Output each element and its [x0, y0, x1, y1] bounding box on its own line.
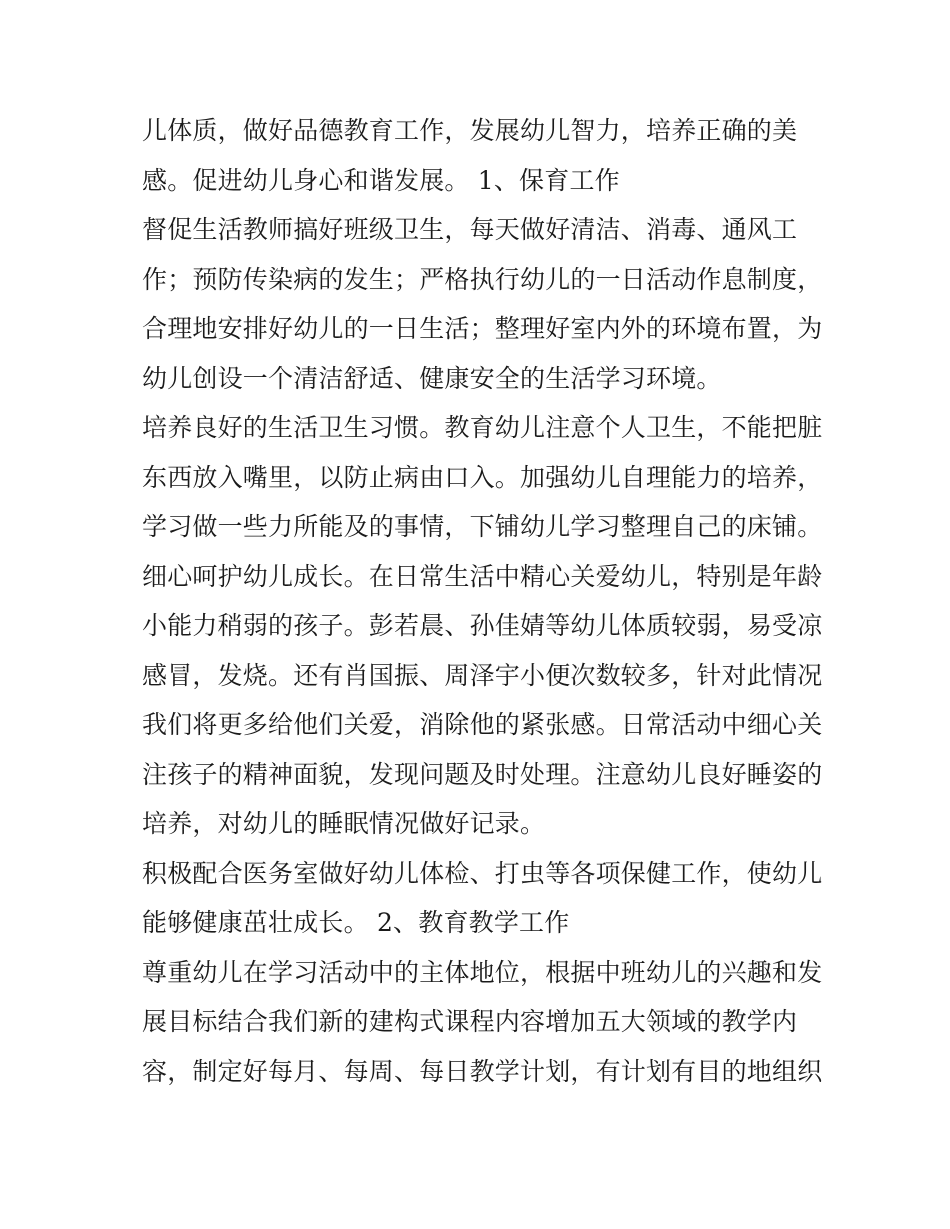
text-line: 培养，对幼儿的睡眠情况做好记录。 — [142, 809, 546, 838]
text-line: 能够健康茁壮成长。 2、教育教学工作 — [142, 908, 570, 937]
body-text — [142, 106, 822, 1096]
text-line: 幼儿创设一个清洁舒适、健康安全的生活学习环境。 — [142, 363, 722, 393]
text-line: 积极配合医务室做好幼儿体检、打虫等各项保健工作，使幼儿 — [142, 858, 823, 888]
text-line: 展目标结合我们新的建构式课程内容增加五大领域的教学内 — [142, 1007, 798, 1036]
text-line: 尊重幼儿在学习活动中的主体地位，根据中班幼儿的兴趣和发 — [142, 957, 823, 987]
text-line: 细心呵护幼儿成长。在日常生活中精心关爱幼儿，特别是年龄 — [142, 561, 823, 591]
text-line: 感冒，发烧。还有肖国振、周泽宇小便次数较多，针对此情况 — [142, 660, 823, 690]
text-line: 作；预防传染病的发生；严格执行幼儿的一日活动作息制度， — [142, 264, 823, 294]
text-line: 感。促进幼儿身心和谐发展。 1、保育工作 — [142, 165, 620, 195]
text-line: 培养良好的生活卫生习惯。教育幼儿注意个人卫生，不能把脏 — [142, 413, 823, 442]
text-line: 儿体质，做好品德教育工作，发展幼儿智力，培养正确的美 — [142, 116, 798, 145]
text-line: 东西放入嘴里，以防止病由口入。加强幼儿自理能力的培养， — [142, 462, 823, 492]
text-line: 合理地安排好幼儿的一日生活；整理好室内外的环境布置，为 — [142, 314, 823, 343]
text-line: 容，制定好每月、每周、每日教学计划，有计划有目的地组织 — [142, 1056, 823, 1086]
text-line: 小能力稍弱的孩子。彭若晨、孙佳婧等幼儿体质较弱，易受凉 — [142, 611, 823, 640]
text-line: 督促生活教师搞好班级卫生，每天做好清洁、消毒、通风工 — [142, 215, 798, 244]
text-line: 我们将更多给他们关爱，消除他的紧张感。日常活动中细心关 — [142, 710, 823, 739]
text-line: 学习做一些力所能及的事情，下铺幼儿学习整理自己的床铺。 — [142, 512, 823, 541]
text-line: 注孩子的精神面貌，发现问题及时处理。注意幼儿良好睡姿的 — [142, 759, 823, 789]
